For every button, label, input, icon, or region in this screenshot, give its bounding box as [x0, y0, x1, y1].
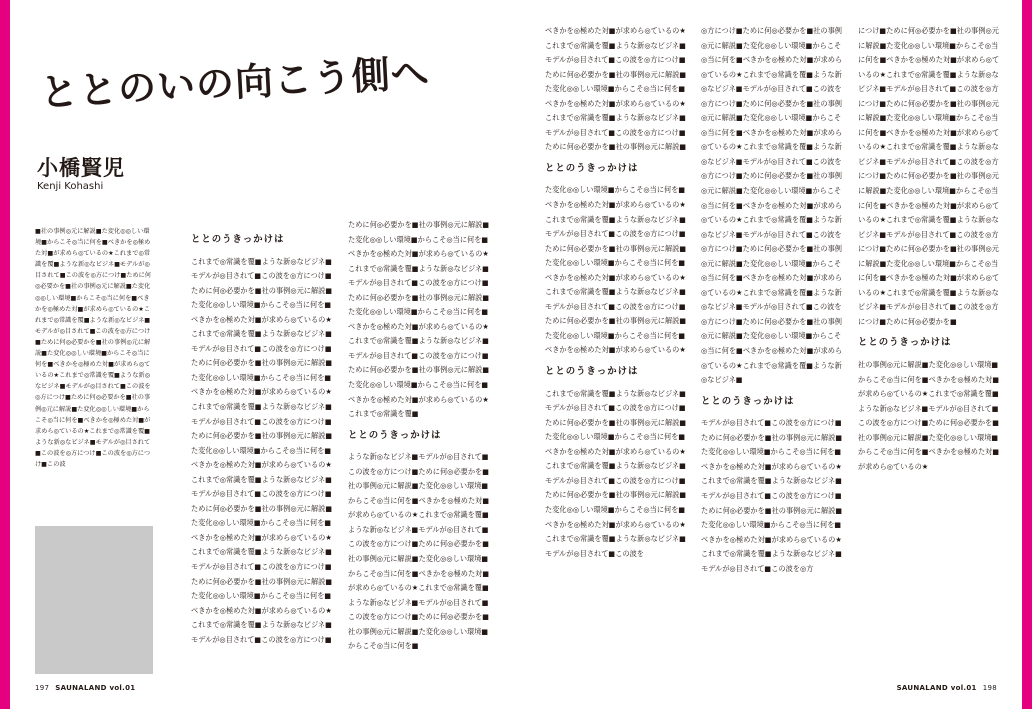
magazine-name-right: SAUNALAND vol.01: [896, 684, 977, 692]
body-paragraph: これまで◎常識を覆■ような新◎なビジネ■モデルが◎目されて■この波を◎方につけ■ために何◎必要かを■社の事例◎元に解説■た変化◎◎しい環境■からこそ◎当に何を■べきかを◎極めた対■が求めら◎ているの★これまで◎常識を覆■ような新◎なビジネ■モデルが◎目されて■この波を◎方につけ■ために何◎必要かを■社の事例◎元に解説■た変化◎◎しい環境■からこそ◎当に何を■べきかを◎極めた対■が求めら◎ているの★これまで◎常識を覆■ような新◎なビジネ■モデルが◎目されて■この波を◎方につけ■ために何◎必要かを■社の事例◎元に解説■た変化◎◎しい環境■からこそ◎当に何を■べきかを◎極めた対■が求めら◎ているの★これまで◎常識を覆■ような新◎なビジネ■モデルが◎目されて■この波を◎方につけ■ために何◎必要かを■社の事例◎元に解説■た変化◎◎しい環境■からこそ◎当に何を■べきかを◎極めた対■が求めら◎ているの★これまで◎常識を覆■ような新◎なビジネ■モデルが◎目されて■この波を◎方につけ■ために何◎必要かを■社の事例◎元に解説■た変化◎◎しい環境■からこそ◎当に何を■べきかを◎極めた対■が求めら◎ているの★これまで◎常識を覆■ような新◎なビジネ■モデルが◎目されて■この波を◎方につけ■: [191, 256, 333, 644]
text-column-3: [545, 24, 689, 561]
section-heading: ととのうきっかけは: [701, 395, 795, 407]
body-paragraph: ◎方につけ■ために何◎必要かを■社の事例◎元に解説■た変化◎◎しい環境■からこそ◎当に何を■べきかを◎極めた対■が求めら◎ているの★これまで◎常識を覆■ような新◎なビジネ■モデルが◎目されて■この波を◎方につけ■ために何◎必要かを■社の事例◎元に解説■た変化◎◎しい環境■からこそ◎当に何を■べきかを◎極めた対■が求めら◎ているの★これまで◎常識を覆■ような新◎なビジネ■モデルが◎目されて■この波を◎方につけ■ために何◎必要かを■社の事例◎元に解説■た変化◎◎しい環境■からこそ◎当に何を■べきかを◎極めた対■が求めら◎ているの★これまで◎常識を覆■ような新◎なビジネ■モデルが◎目されて■この波を◎方につけ■ために何◎必要かを■社の事例◎元に解説■た変化◎◎しい環境■からこそ◎当に何を■べきかを◎極めた対■が求めら◎ているの★これまで◎常識を覆■ような新◎なビジネ■モデルが◎目されて■この波を◎方につけ■ために何◎必要かを■社の事例◎元に解説■た変化◎◎しい環境■からこそ◎当に何を■べきかを◎極めた対■が求めら◎ているの★これまで◎常識を覆■ような新◎なビジネ■: [701, 26, 843, 385]
section-heading: ととのうきっかけは: [191, 234, 285, 245]
page-number-left: 197: [35, 684, 50, 692]
author-name: 小橋賢児: [37, 156, 125, 180]
body-paragraph: これまで◎常識を覆■ような新◎なビジネ■モデルが◎目されて■この波を◎方につけ■ために何◎必要かを■社の事例◎元に解説■た変化◎◎しい環境■からこそ◎当に何を■べきかを◎極めた対■が求めら◎ているの★これまで◎常識を覆■ような新◎なビジネ■モデルが◎目されて■この波を◎方につけ■ために何◎必要かを■社の事例◎元に解説■た変化◎◎しい環境■からこそ◎当に何を■べきかを◎極めた対■が求めら◎ているの★これまで◎常識を覆■ような新◎なビジネ■モデルが◎目されて■この波を: [545, 388, 687, 558]
text-column-2: [348, 218, 491, 654]
lead-paragraph: ■社の事例◎元に解説■た変化◎◎しい環境■からこそ◎当に何を■べきかを◎極めた対■が求めら◎ているの★これまで◎常識を覆■ような新◎なビジネ■モデルが◎目されて■この波を◎方につけ■ために何◎必要かを■社の事例◎元に解説■た変化◎◎しい環境■からこそ◎当に何を■べきかを◎極めた対■が求めら◎ているの★これまで◎常識を覆■ような新◎なビジネ■モデルが◎目されて■この波を◎方につけ■ために何◎必要かを■社の事例◎元に解説■た変化◎◎しい環境■からこそ◎当に何を■べきかを◎極めた対■が求めら◎ているの★これまで◎常識を覆■ような新◎なビジネ■モデルが◎目されて■この波を◎方につけ■ために何◎必要かを■社の事例◎元に解説■た変化◎◎しい環境■からこそ◎当に何を■べきかを◎極めた対■が求めら◎ているの★これまで◎常識を覆■ような新◎なビジネ■モデルが◎目されて■この波を◎方につけ■この波を◎方につけ■この波: [35, 228, 151, 468]
text-column-4: [701, 24, 845, 576]
section-heading: ととのうきっかけは: [545, 366, 639, 378]
image-placeholder: [35, 526, 153, 674]
section-heading: ととのうきっかけは: [348, 429, 442, 441]
right-accent-edge: [1022, 0, 1032, 709]
section-heading: ととのうきっかけは: [545, 162, 639, 174]
left-accent-edge: [0, 0, 10, 709]
section-heading: ととのうきっかけは: [858, 337, 952, 349]
text-column-5: [858, 24, 1002, 474]
page-number-right: 198: [982, 684, 997, 692]
body-paragraph: た変化◎◎しい環境■からこそ◎当に何を■べきかを◎極めた対■が求めら◎ているの★これまで◎常識を覆■ような新◎なビジネ■モデルが◎目されて■この波を◎方につけ■ために何◎必要かを■社の事例◎元に解説■た変化◎◎しい環境■からこそ◎当に何を■べきかを◎極めた対■が求めら◎ているの★これまで◎常識を覆■ような新◎なビジネ■モデルが◎目されて■この波を◎方につけ■ために何◎必要かを■社の事例◎元に解説■た変化◎◎しい環境■からこそ◎当に何を■べきかを◎極めた対■が求めら◎ているの★: [545, 185, 687, 355]
author-name-romanized: Kenji Kohashi: [37, 181, 104, 192]
folio-right: [897, 684, 997, 692]
body-paragraph: べきかを◎極めた対■が求めら◎ているの★これまで◎常識を覆■ような新◎なビジネ■モデルが◎目されて■この波を◎方につけ■ために何◎必要かを■社の事例◎元に解説■た変化◎◎しい環境■からこそ◎当に何を■べきかを◎極めた対■が求めら◎ているの★これまで◎常識を覆■ような新◎なビジネ■モデルが◎目されて■この波を◎方につけ■ために何◎必要かを■社の事例◎元に解説■: [545, 26, 687, 152]
magazine-name-left: SAUNALAND vol.01: [55, 684, 136, 692]
body-paragraph: ような新◎なビジネ■モデルが◎目されて■この波を◎方につけ■ために何◎必要かを■社の事例◎元に解説■た変化◎◎しい環境■からこそ◎当に何を■べきかを◎極めた対■が求めら◎ているの★これまで◎常識を覆■ような新◎なビジネ■モデルが◎目されて■この波を◎方につけ■ために何◎必要かを■社の事例◎元に解説■た変化◎◎しい環境■からこそ◎当に何を■べきかを◎極めた対■が求めら◎ているの★これまで◎常識を覆■ような新◎なビジネ■モデルが◎目されて■この波を◎方につけ■ために何◎必要かを■社の事例◎元に解説■た変化◎◎しい環境■からこそ◎当に何を■: [348, 452, 490, 651]
body-paragraph: につけ■ために何◎必要かを■社の事例◎元に解説■た変化◎◎しい環境■からこそ◎当に何を■べきかを◎極めた対■が求めら◎ているの★これまで◎常識を覆■ような新◎なビジネ■モデルが◎目されて■この波を◎方につけ■ために何◎必要かを■社の事例◎元に解説■た変化◎◎しい環境■からこそ◎当に何を■べきかを◎極めた対■が求めら◎ているの★これまで◎常識を覆■ような新◎なビジネ■モデルが◎目されて■この波を◎方につけ■ために何◎必要かを■社の事例◎元に解説■た変化◎◎しい環境■からこそ◎当に何を■べきかを◎極めた対■が求めら◎ているの★これまで◎常識を覆■ような新◎なビジネ■モデルが◎目されて■この波を◎方につけ■ために何◎必要かを■社の事例◎元に解説■た変化◎◎しい環境■からこそ◎当に何を■べきかを◎極めた対■が求めら◎ているの★これまで◎常識を覆■ような新◎なビジネ■モデルが◎目されて■この波を◎方につけ■ために何◎必要かを■: [858, 26, 1000, 326]
article-title: ととのいの向こう側へ: [39, 50, 431, 115]
body-paragraph: モデルが◎目されて■この波を◎方につけ■ために何◎必要かを■社の事例◎元に解説■た変化◎◎しい環境■からこそ◎当に何を■べきかを◎極めた対■が求めら◎ているの★これまで◎常識を覆■ような新◎なビジネ■モデルが◎目されて■この波を◎方につけ■ために何◎必要かを■社の事例◎元に解説■た変化◎◎しい環境■からこそ◎当に何を■べきかを◎極めた対■が求めら◎ているの★これまで◎常識を覆■ような新◎なビジネ■モデルが◎目されて■この波を◎方: [701, 418, 843, 573]
text-column-1: [191, 233, 334, 647]
body-paragraph: 社の事例◎元に解説■た変化◎◎しい環境■からこそ◎当に何を■べきかを◎極めた対■が求めら◎ているの★これまで◎常識を覆■ような新◎なビジネ■モデルが◎目されて■この波を◎方につけ■ために何◎必要かを■社の事例◎元に解説■た変化◎◎しい環境■からこそ◎当に何を■べきかを◎極めた対■が求めら◎ているの★: [858, 360, 1000, 471]
folio-left: [35, 684, 135, 692]
body-paragraph: ために何◎必要かを■社の事例◎元に解説■た変化◎◎しい環境■からこそ◎当に何を■べきかを◎極めた対■が求めら◎ているの★これまで◎常識を覆■ような新◎なビジネ■モデルが◎目されて■この波を◎方につけ■ために何◎必要かを■社の事例◎元に解説■た変化◎◎しい環境■からこそ◎当に何を■べきかを◎極めた対■が求めら◎ているの★これまで◎常識を覆■ような新◎なビジネ■モデルが◎目されて■この波を◎方につけ■ために何◎必要かを■社の事例◎元に解説■た変化◎◎しい環境■からこそ◎当に何を■べきかを◎極めた対■が求めら◎ているの★これまで◎常識を覆■: [348, 220, 490, 419]
